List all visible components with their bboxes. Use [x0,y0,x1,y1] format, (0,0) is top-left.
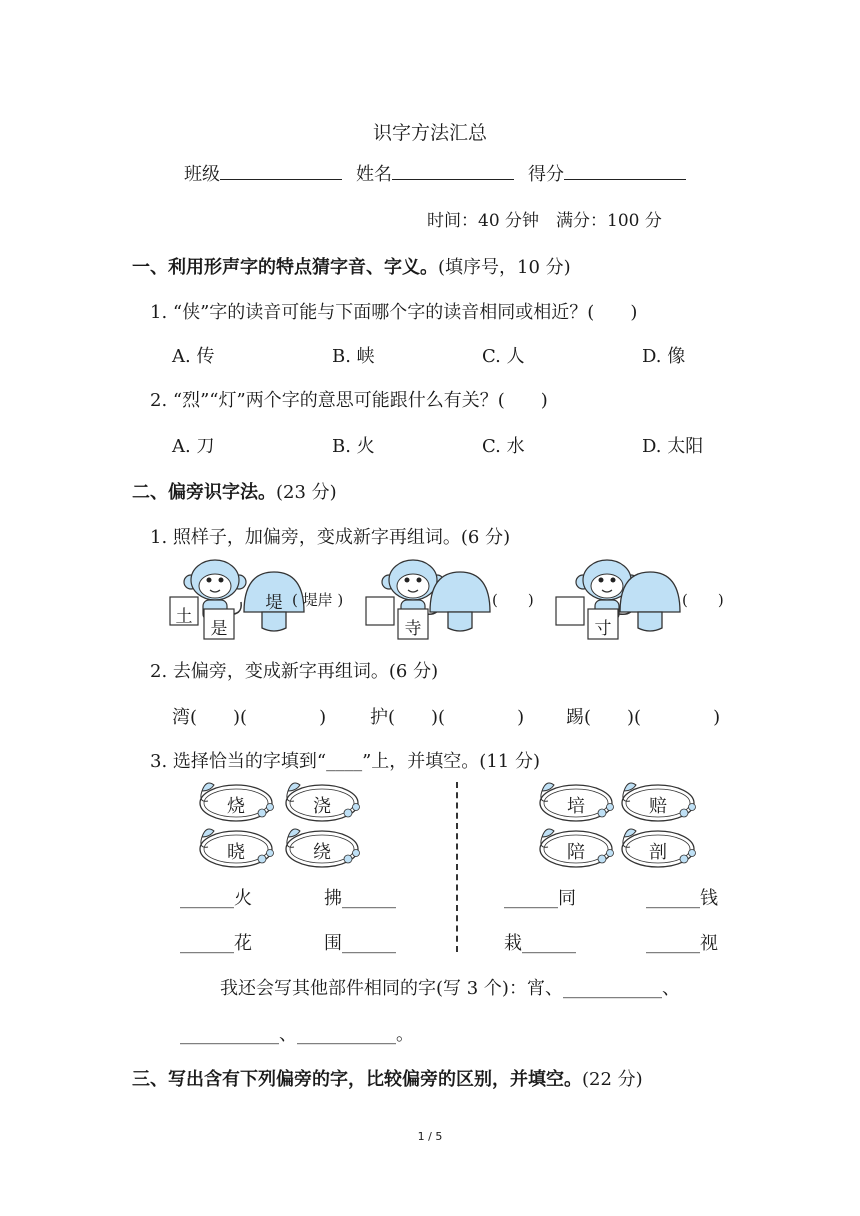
name-field [356,160,514,186]
group3-paren[interactable]: ( ) [682,591,724,609]
score-label: 得分 [528,164,564,185]
class-field [184,160,342,186]
right-fill-2[interactable]: ______钱 [646,888,718,909]
section3-heading: 三、写出含有下列偏旁的字，比较偏旁的区别，并填空。 [132,1069,582,1090]
s1-q2-option-b[interactable]: B. 火 [332,436,375,457]
class-label: 班级 [184,164,220,185]
group1-box2: 是 [210,619,228,639]
right-fill-3[interactable]: 栽______ [504,933,576,954]
page-number: 1 / 5 [417,1130,443,1143]
s1-q2-option-d[interactable]: D. 太阳 [642,436,704,457]
section3-title [132,1065,643,1091]
s2-q3-text: 3. 选择恰当的字填到“____”上，并填空。(11 分) [150,751,540,772]
group1-paren: ( 堤岸 ) [292,591,344,609]
s1-q2-text: 2. “烈”“灯”两个字的意思可能跟什么有关？( ) [150,390,548,411]
oval-word-bubbles [0,775,860,875]
s1-q1-option-a[interactable]: A. 传 [172,346,215,367]
s2-q2-item-1[interactable]: 湾( )( ) [172,707,327,728]
section3-points: (22 分) [582,1069,643,1090]
section2-heading: 二、偏旁识字法。 [132,482,276,503]
word-pei-accompany[interactable]: 陪 [567,842,585,863]
score-blank[interactable] [564,161,686,180]
group2-box2: 寺 [404,619,422,639]
time-info: 时间：40 分钟 满分：100 分 [427,211,662,231]
right-fill-1[interactable]: ______同 [504,888,576,909]
monkey-illustrations [0,550,860,650]
word-xiao[interactable]: 晓 [227,842,245,863]
s1-q1-option-c[interactable]: C. 人 [482,346,525,367]
group2-paren[interactable]: ( ) [492,591,534,609]
s1-q1-option-d[interactable]: D. 像 [642,346,686,367]
section2-title [132,478,337,504]
word-shao[interactable]: 烧 [227,796,245,817]
section1-heading: 一、利用形声字的特点猜字音、字义。 [132,257,438,278]
name-label: 姓名 [356,164,392,185]
left-fill-2[interactable]: 拂______ [324,888,396,909]
extra-words-line1[interactable]: 我还会写其他部件相同的字(写 3 个)：宵、___________、 [220,978,680,999]
word-rao[interactable]: 绕 [313,842,331,863]
s2-q2-item-3[interactable]: 踢( )( ) [566,707,721,728]
left-fill-4[interactable]: 围______ [324,933,396,954]
group1-result: 堤 [265,593,283,613]
word-pou[interactable]: 剖 [649,842,667,863]
s1-q1-text: 1. “侠”字的读音可能与下面哪个字的读音相同或相近？( ) [150,302,638,323]
s2-q2-item-2[interactable]: 护( )( ) [370,707,525,728]
s2-q2-text: 2. 去偏旁，变成新字再组词。(6 分) [150,661,439,682]
extra-words-line2[interactable]: ___________、___________。 [180,1024,414,1045]
left-fill-3[interactable]: ______花 [180,933,252,954]
s1-q2-option-c[interactable]: C. 水 [482,436,525,457]
word-pei-compensate[interactable]: 赔 [649,796,667,817]
group1-box1: 土 [175,607,193,627]
page-title: 识字方法汇总 [372,122,487,144]
s1-q2-option-a[interactable]: A. 刀 [172,436,215,457]
section1-title [132,253,571,279]
group3-box2: 寸 [594,619,612,639]
section1-points: (填序号，10 分) [438,257,571,278]
name-blank[interactable] [392,161,514,180]
word-pei-cultivate[interactable]: 培 [567,796,585,817]
class-blank[interactable] [220,161,342,180]
score-field [528,160,686,186]
s2-q1-text: 1. 照样子，加偏旁，变成新字再组词。(6 分) [150,527,511,548]
section2-points: (23 分) [276,482,337,503]
left-fill-1[interactable]: ______火 [180,888,252,909]
right-fill-4[interactable]: ______视 [646,933,718,954]
dashed-divider [456,782,458,952]
word-jiao[interactable]: 浇 [313,796,331,817]
s1-q1-option-b[interactable]: B. 峡 [332,346,375,367]
